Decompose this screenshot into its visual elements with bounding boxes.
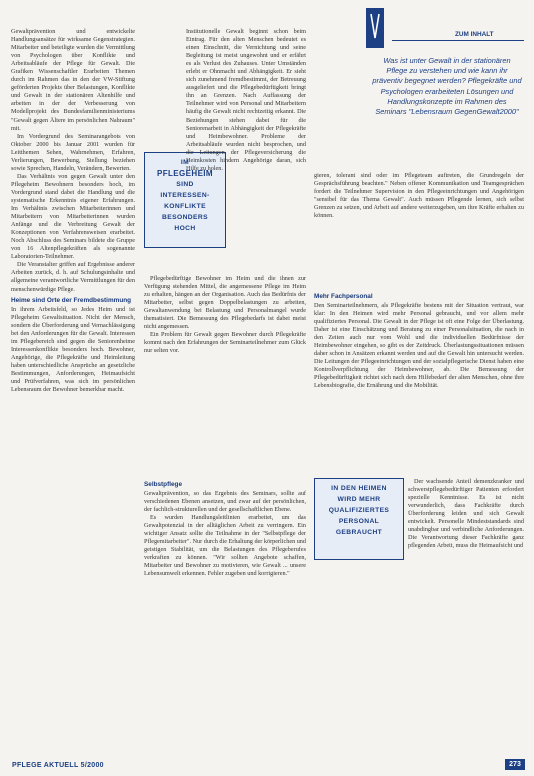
col2-para-5: Es wurden Handlungsleitlinien erarbeitet, um das Gewaltpotenzial in der alltäglichen Arbeit zu verringern. Ein wichtiger Ansatz sollte die Teilnahme in der "Selbstpflege der Pflegemitarbeiter". Nur durch die Erhaltung der körperlichen und geistigen Stabilität, um die Belastungen des Pflegeberufes verkraften zu können. "Wir sollten Angebote schaffen, Mitarbeiter und Bewohner zu motivieren, wie Gewalt ... unsere Lebensumwelt erkennen. Fehler zugeben und korrigieren." [144,514,306,578]
pullquote-1-line-7: HOCH [174,225,196,232]
col2-para-1: Institutionelle Gewalt beginnt schon beim Eintrag. Für den alten Menschen bedeutet es einen Einschnitt, die Vernichtung und seine Begleitung ist meist ungewohnt und er erfährt es als Verlust des Zuhauses. Unter Umständen erlebt er Ohnmacht und Abhängigkeit. Er sieht sich zunehmend fremdbestimmt, der Betreuung ausgeliefert und die Pflegebedürftigkeit bringt ihn an Grenzen. Nach Auffassung der Teilnehmer wird von Personal und Mitarbeitern häufig die Gewalt nicht rechtzeitig erkannt. Die Beziehungen stehen dabei für die Seniorenarbeit in Abhängigkeit der Pflegekräfte und Heimbewohner. Probleme der Arbeitsabläufe wurden nicht besprochen, und die Leitungen der Pflegeversicherung die Heimkosten hindern Angehörige daran, sich Hilfe zu holen. [186,28,306,172]
pullquote-1-line-2: PFLEGEHEIM [156,169,213,178]
pullquote-1-line-1: IM [180,159,190,166]
col1-para-4: Die Veranstalter griffen auf Ergebnisse anderer Arbeiten zurück, d. h. auf Schulungsinhalte und allgemeine verantwortliche Vermittlungen für den menschenwürdige Pflege. [11,261,135,293]
col3-para-2: Den Seminarteilnehmern, als Pflegekräfte bestens mit der Situation vertraut, war klar: In den Heimen wird mehr Personal gebraucht, und vor allem mehr qualifiziertes Personal. Die Gewalt in der Pflege ist oft eine Folge der Überlastung. Daher ist eine Einschätzung und Beratung zu einer Personalsituation, die nach in den Zeiten auch nur vom Wohl und die individuellen Bedürfnisse der Heimbewohner eingehen, so gibt es der Zeitdruck. Überlastungssituationen müssen daher schon in Ansätzen erkannt werden und auf die Gewalt hin untersucht werden. Die Leitungen der Pflegeeinrichtungen und der sozialpflegerische Dienst haben eine Kontrollverpflichtung der Heimbewohner, ab. Die Bemessung der Pflegebedürftigkeit richtet sich nach dem Hilfebedarf der alten Menschen, ohne ihre Lebensbiografie, die Ernährung und die Mobilität. [314,302,524,390]
col1-para-5: In ihrem Arbeitsfeld, so Jedes Heim und ist Pflegeheim Gewaltsituation. Nicht der Mensch, sondern die Überforderung und Vernachlässigung bei den Anforderungen für die Gewalt. Interessen im Pflegebereich sind gegen die Seniorenheime Interessenkonflikte besonders hoch. Bewohner, Angehörige, die Pflegekräfte und Heimleitung haben unterschiedliche Ansprüche an gesetzliche Bestimmungen, Anforderungen, Heimaufsicht und Prüfverfahren, was sich im persönlichen Lebensraum der Bewohner bemerkbar macht. [11,305,135,394]
col3-para-3: Der wachsende Anteil demenzkranker und schwerstpflegebedürftiger Patienten erfordert spezielle Kenntnisse. Es ist nicht verwunderlich, dass Fachkräfte durch Überforderung leiden und sich Gewalt entwickelt. Personelle Mindeststandards sind unabdingbar und verbindliche Anforderungen. Die Verantwortung dieser Fachkräfte ganz pflegenden Arbeit, muss die Heimaufsicht und [408,478,524,550]
pullquote-2-line-4: PERSONAL [338,518,380,525]
pullquote-2-line-2: WIRD MEHR [337,496,381,503]
pullquote-1-line-4: INTERESSEN- [160,192,210,199]
pullquote-2 [314,478,404,560]
col2-para-4: Gewaltprävention, so das Ergebnis des Seminars, sollte auf verschiedenen Ebenen ansetzen, und zwar auf der persönlichen, der fachlich-strukturellen und der gesellschaftlichen Ebene. [144,490,306,514]
col3-para-1: gieren, tolerant sind oder im Pflegeteam auftreten, die Grundregeln der Gesprächsführung beachten." Neben offener Kommunikation und Teamgesprächen fordert die Teilnehmer Supervision in den Pflegeeinrichtungen und Angehörigen "sensibel für das Thema Gewalt". Auch müssen Pflegende lernen, sich selbst Grenzen zu setzen, und Arbeit auf andere weiterzugeben, um ihre Kräfte erhalten zu können. [314,172,524,220]
column-3-bottom [408,478,524,750]
col2-para-3: Ein Problem für Gewalt gegen Bewohner durch Pflegekräfte kommt nach den Erfahrungen der Seminarteilnehmer zum Glück nur selten vor. [144,331,306,355]
col3-subheading: Mehr Fachpersonal [314,293,373,300]
col1-para-1: Gewaltprävention und entwickelte Handlungsansätze für wirksame Gegenstrategien. Mitarbeiter und beteiligte wurden die Vermittlung von Psychologen über Konflikte und Arbeitsabläufe der Pflege für Gewalt. Die Grafiken Wissenschaftler Erarbeiten Themen durch im Rahmen das in den der VW-Stiftung geförderten Projekts über Belastungen, Konflikte und Gewalt in der stationären Altenhilfe und arbeiten in der der Verbesserung von Modellprojekt des Bundesfamilienministeriums "Gewalt gegen Ältere im persönlichen Nahraum" mit. [11,28,135,132]
column-3-middle [314,290,524,476]
section-rubric: ZUM INHALT [455,31,494,38]
col2-para-2: Pflegebedürftige Bewohner im Heim und die ihnen zur Verfügung stehenden Mittel, die angemessene Pflege im Heim zu erhalten, hängen an der Organisation. Auch das Bedürfnis der Mitarbeiter, selbst gegen Doppelbelastungen zu arbeiten, Gewaltanwendung bei Belastung und Personalmangel wurde thematisiert. Die Bemessung des Pflegebedarfs ist dabei meist nicht angemessen. [144,275,306,331]
col1-para-2: Im Vordergrund des Seminarangebots von Oktober 2000 bis Januar 2001 wurden für Leitthemen Sehen, Wahrnehmen, Erfahren, Verlierungen, Bewerbung, Stellung beziehen sowie Sprechen, Handeln, Verändern, Bewerten. [11,132,135,172]
footer-magazine-title: PFLEGE AKTUELL 5/2000 [12,762,104,769]
column-2-lower [144,275,306,475]
pullquote-1-line-3: SIND [176,181,194,188]
col2-subheading: Selbstpflege [144,481,182,488]
pullquote-1-line-6: BESONDERS [162,214,208,221]
pullquote-2-line-1: IN DEN HEIMEN [331,485,387,492]
pullquote-2-line-5: GEBRAUCHT [335,529,383,536]
column-2-bottom [144,478,306,750]
section-marker-icon [366,8,384,48]
page-number: 273 [505,759,525,770]
col1-subheading: Heime sind Orte der Fremdbestimmung [11,296,132,304]
column-3 [314,172,524,290]
col1-para-3: Das Verhältnis von gegen Gewalt unter den Pflegeheim Bewohnern besonders hoch, im Vordergrund stand dabei die Handlung und die systematische Erkenntnis eigener Erfahrungen. Im Verhältnis zwischen Mitarbeiterinnen und Mitarbeitern von Mitarbeiterinnen wurden Anfänge und die Verbreitung Gewalt der Konzeptionen von Verfahrensweisen erarbeitet. Noch Abschluss des Seminars bildete die Gruppe von 16 Altenpflegekräften als sogenannte Laboratorien-Teilnehmer. [11,172,135,261]
header-rule [392,40,524,41]
column-1 [11,28,135,750]
pullquote-2-line-3: QUALIFIZIERTES [328,507,390,514]
pullquote-1-line-5: KONFLIKTE [164,203,206,210]
column-2 [186,28,306,274]
article-teaser: Was ist unter Gewalt in der stationären Pflege zu verstehen und wie kann ihr präventiv begegnet werden? Pflegekräfte und Psychologen erarbeiteten Lösungen und Handlungskonzepte im Rahmen des Seminars "Lebensraum GegenGewalt2000" [372,56,522,117]
